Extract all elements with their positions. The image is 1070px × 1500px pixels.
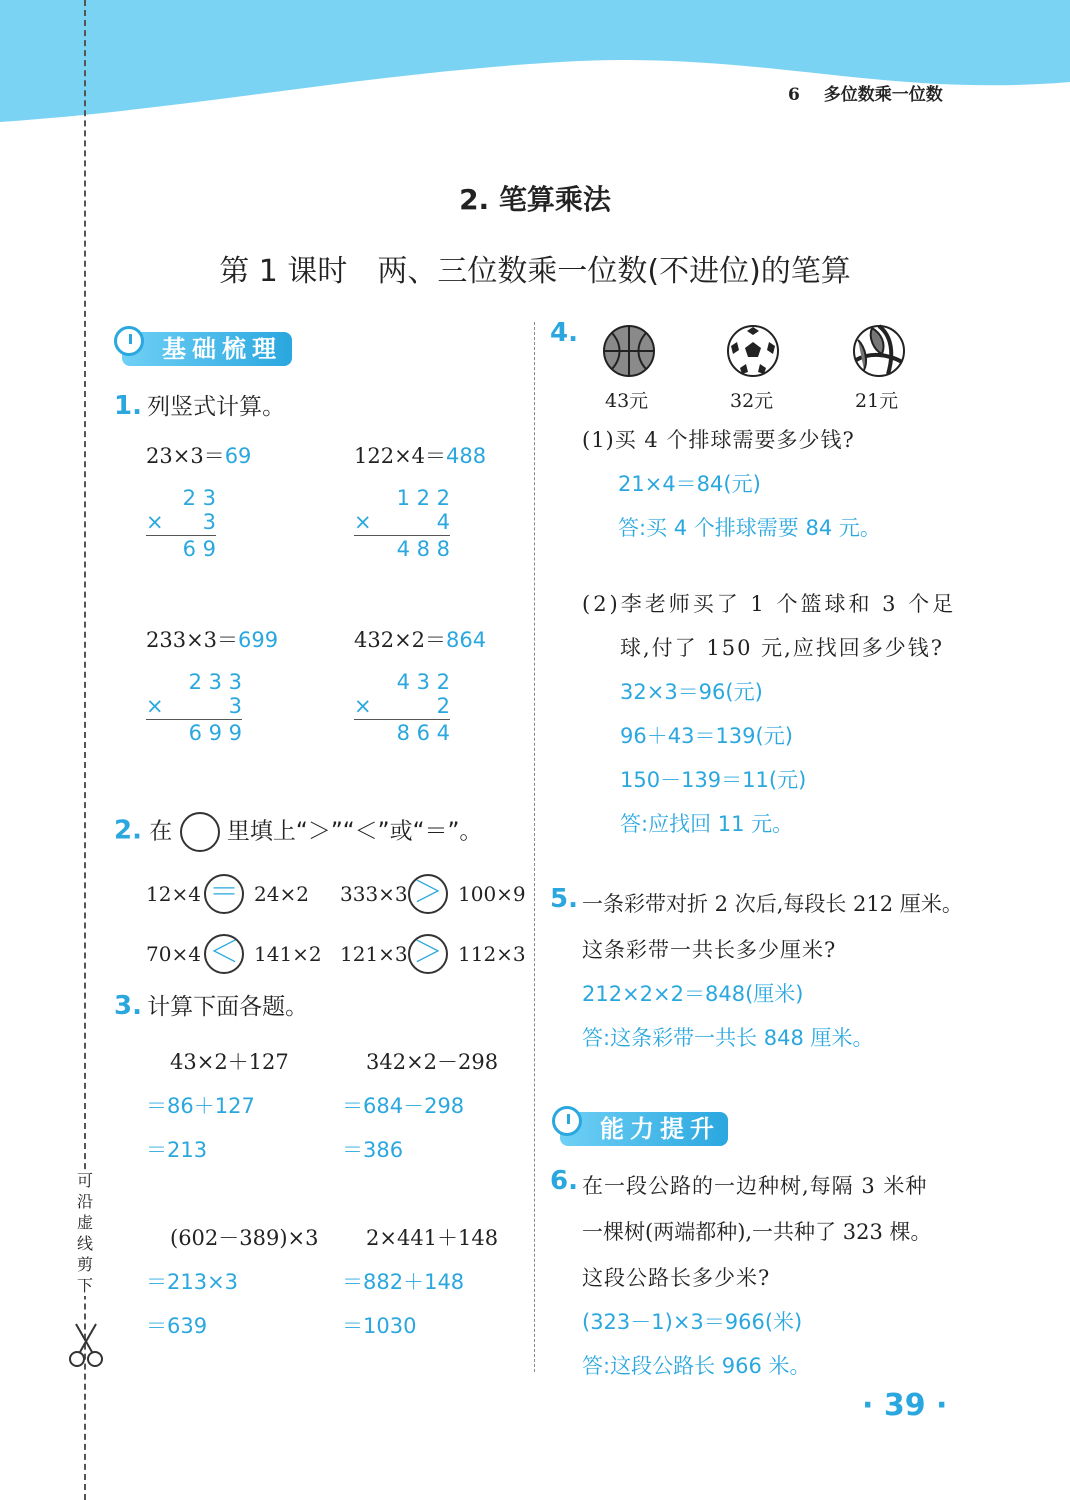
q4-part1-question: (1)买 4 个排球需要多少钱? bbox=[582, 428, 855, 452]
q6-number: 6. bbox=[550, 1166, 578, 1196]
q1-expr-3: 233×3＝699 bbox=[146, 628, 279, 652]
section-title: 2. 笔算乘法 bbox=[459, 183, 611, 216]
chapter-title: 多位数乘一位数 bbox=[823, 85, 943, 105]
scissors-icon bbox=[68, 1322, 104, 1368]
q6-step: (323－1)×3＝966(米) bbox=[582, 1310, 803, 1334]
times-sign: × bbox=[354, 510, 372, 534]
q2-answer-1: ＝ bbox=[204, 874, 244, 914]
q5-question-2: 这条彩带一共长多少厘米? bbox=[582, 938, 837, 962]
q1-header bbox=[114, 388, 285, 421]
header-wave bbox=[0, 0, 1070, 130]
q2-answer-2: ＞ bbox=[408, 874, 448, 914]
q5-number: 5. bbox=[550, 884, 578, 914]
q3-item-3: (602－389)×3 ＝213×3 ＝639 bbox=[146, 1226, 319, 1338]
q2-number: 2. bbox=[114, 815, 142, 846]
basketball-price: 43元 bbox=[605, 390, 649, 412]
q4-part2-question-1: (2)李老师买了 1 个篮球和 3 个足 bbox=[582, 592, 957, 616]
q2-answer-4: ＞ bbox=[408, 934, 448, 974]
q2-item-1: 12×4 bbox=[146, 882, 201, 906]
q1-number: 1. bbox=[114, 391, 142, 421]
q2-answer-3: ＜ bbox=[204, 934, 244, 974]
q5-step: 212×2×2＝848(厘米) bbox=[582, 982, 804, 1006]
q2-right-2: 100×9 bbox=[458, 882, 526, 906]
q3-item-1: 43×2＋127 ＝86＋127 ＝213 bbox=[146, 1050, 289, 1162]
q1-expr-2: 122×4＝488 bbox=[354, 444, 487, 468]
q6-question-3: 这段公路长多少米? bbox=[582, 1266, 771, 1290]
q2-item-4: 121×3 bbox=[340, 942, 408, 966]
times-sign: × bbox=[146, 694, 164, 718]
q4-part2-step-3: 150－139＝11(元) bbox=[620, 768, 807, 792]
chapter-header bbox=[788, 80, 943, 105]
page-number: · 39 · bbox=[862, 1388, 948, 1423]
q1-vertical-1: 2 3 × 3 6 9 bbox=[146, 486, 216, 561]
q4-part1-answer: 答:买 4 个排球需要 84 元。 bbox=[618, 516, 881, 540]
q3-text: 计算下面各题。 bbox=[147, 994, 309, 1020]
q3-item-4: 2×441＋148 ＝882＋148 ＝1030 bbox=[342, 1226, 499, 1338]
times-sign: × bbox=[146, 510, 164, 534]
basic-section-tag: 基础梳理 bbox=[122, 332, 292, 366]
basketball-icon bbox=[602, 324, 656, 378]
q1-expr-4: 432×2＝864 bbox=[354, 628, 487, 652]
q3-header bbox=[114, 988, 308, 1021]
clock-icon bbox=[114, 326, 144, 356]
q4-part2-answer: 答:应找回 11 元。 bbox=[620, 812, 794, 836]
q6-answer: 答:这段公路长 966 米。 bbox=[582, 1354, 811, 1378]
q3-item-2: 342×2－298 ＝684－298 ＝386 bbox=[342, 1050, 499, 1162]
volleyball-price: 21元 bbox=[855, 390, 899, 412]
q6-question-2: 一棵树(两端都种),一共种了 323 棵。 bbox=[582, 1220, 932, 1244]
q4-part2-step-2: 96＋43＝139(元) bbox=[620, 724, 793, 748]
q1-vertical-2: 1 2 2 × 4 4 8 8 bbox=[354, 486, 450, 561]
q2-item-3: 70×4 bbox=[146, 942, 201, 966]
q5-answer: 答:这条彩带一共长 848 厘米。 bbox=[582, 1026, 874, 1050]
chapter-number: 6 bbox=[788, 85, 800, 105]
clock-icon bbox=[552, 1106, 582, 1136]
q1-expr-1: 23×3＝69 bbox=[146, 444, 252, 468]
q4-part2-step-1: 32×3＝96(元) bbox=[620, 680, 763, 704]
q3-number: 3. bbox=[114, 991, 142, 1021]
column-divider bbox=[534, 322, 535, 1372]
q1-vertical-4: 4 3 2 × 2 8 6 4 bbox=[354, 670, 450, 745]
q5-question-1: 一条彩带对折 2 次后,每段长 212 厘米。 bbox=[582, 892, 963, 916]
q2-right-1: 24×2 bbox=[254, 882, 309, 906]
q2-item-2: 333×3 bbox=[340, 882, 408, 906]
blank-circle-icon bbox=[180, 812, 220, 852]
q4-part1-step: 21×4＝84(元) bbox=[618, 472, 761, 496]
soccer-ball-price: 32元 bbox=[730, 390, 774, 412]
volleyball-icon bbox=[852, 324, 906, 378]
q4-number: 4. bbox=[550, 318, 578, 348]
soccer-ball-icon bbox=[726, 324, 780, 378]
advanced-section-tag: 能力提升 bbox=[560, 1112, 728, 1146]
cut-hint: 可 沿 虚 线 剪 下 bbox=[74, 1170, 96, 1296]
q4-part2-question-2: 球,付了 150 元,应找回多少钱? bbox=[620, 636, 945, 660]
times-sign: × bbox=[354, 694, 372, 718]
q1-vertical-3: 2 3 3 × 3 6 9 9 bbox=[146, 670, 242, 745]
q6-question-1: 在一段公路的一边种树,每隔 3 米种 bbox=[582, 1174, 928, 1198]
q1-text: 列竖式计算。 bbox=[147, 394, 286, 420]
q2-header: 2. 在 里填上“＞”“＜”或“＝”。 bbox=[114, 812, 482, 852]
q2-right-4: 112×3 bbox=[458, 942, 526, 966]
lesson-title: 第 1 课时 两、三位数乘一位数(不进位)的笔算 bbox=[219, 254, 851, 289]
q2-right-3: 141×2 bbox=[254, 942, 322, 966]
